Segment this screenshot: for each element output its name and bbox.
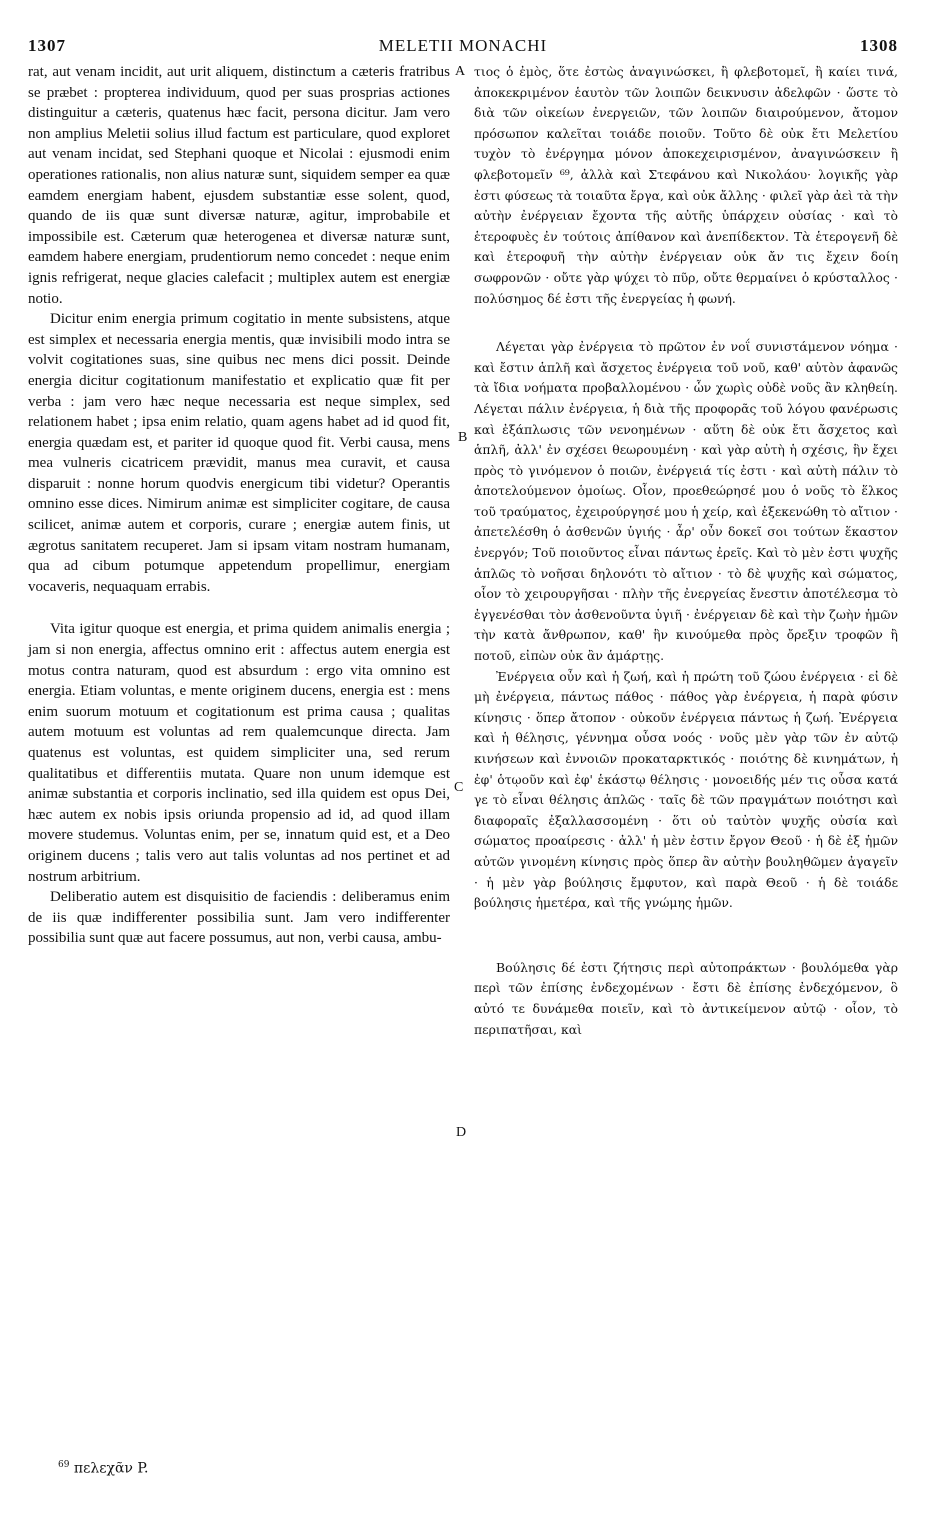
latin-paragraph: Vita igitur quoque est energia, et prima quidem animalis energia ; jam si non energia, affectus omnino erit : affectus autem energia est motus contra naturam, quod est absurdum : ergo vita omnino est energia. Etiam voluntas, e mente originem ducens, energia est : mens enim suorum motuum et cogitationum est prima causa ; qualitas autem motuum est voluntas ad rem qualemcunque directa. Jam quatenus est voluntas, est quidem simpliciter una, sed rerum qualitatibus et differentiis mutata. Quare non unum idemque est animæ substantia et corporis inclinatio, sed illa quidem est opus Dei, hæc autem ex nobis ipsis oriunda propensio ad id, ad quod illam movere studemus. Voluntas enim, per se, innatum quid est, et a Deo originem ducens ; talis vero aut talis voluntas ad nos pertinet et ad nostrum arbitrium. bbox=[28, 621, 450, 885]
section-marker-d: D bbox=[456, 1125, 467, 1140]
footnote-text: πελεχᾶν P. bbox=[73, 1460, 149, 1477]
page-number-right: 1308 bbox=[860, 36, 898, 55]
greek-paragraph: Λέγεται γὰρ ἐνέργεια τὸ πρῶτον ἐν νοΐ συνιστάμενον νόημα · καὶ ἔστιν ἁπλῆ καὶ ἄσχετος ἐνέργεια τοῦ νοῦ, καθ' αὑτὸν ἀφανῶς τὰ ἴδια νοήματα προβαλλομένου · ὧν χωρὶς οὐδὲ νοῦς ἂν κληθείη. Λέγεται πάλιν ἐνέργεια, ἡ διὰ τῆς προφορᾶς τοῦ λόγου φανέρωσις καὶ ἐξάπλωσις τῶν νενοημένων · αὕτη δὲ οὐκ ἔτι ἄσχετος καὶ ἁπλῆ, ἀλλ' ἐν σχέσει θεωρουμένη · καὶ γὰρ αὐτὴ ἡ σχέσις, ἣν ἔχει πρὸς τὸ γινόμενον ὁ ποιῶν, ἐνέργειά τίς ἐστι · καὶ αὐτὴ πάλιν τὸ ἀποτελούμενον ὁμοίως. Οἷον, προεθεώρησέ μου ὁ νοῦς τὸ ἕλκος τοῦ τραύματος, ἐχειρούργησέ μου ἡ χείρ, καὶ ἐξεκενώθη τὸ αἴτιον · ἀπετελέσθη ὁ ἀσθενῶν ὑγιής · ἆρ' οὖν δοκεῖ σοι τούτων ἕκαστον ἐνεργόν; Τοῦ ποιοῦντος εἶναι πάντως ἐρεῖς. Καὶ τὸ μὲν ἐστι ψυχῆς ἁπλῶς τὸ νοῆσαι δηλονότι τὸ αἴτιον · τὸ δὲ ψυχῆς καὶ σώματος, οἷον τὸ χειρουργῆσαι · πλὴν τῆς ἐνεργείας ἔνεστιν ἀποτέλεσμα τὸ ἐγγενέσθαι τὸν ἀσθενοῦντα ὑγιῆ · ἐνέργειαν δὲ καὶ τὴν ζωὴν ἡμῶν τὴν κατὰ ἄνθρωπον, καθ' ἣν κινούμεθα πρὸς ὄρεξιν τροφῶν ἢ ποτοῦ, εἰπὼν οὐκ ἂν ἁμάρτῃς. bbox=[474, 339, 898, 664]
latin-paragraph: rat, aut venam incidit, aut urit aliquem, distinctum a cæteris fratribus se præbet : propterea individuum, quod per suas prosprias actiones distinguitur a cæteris, quatenus hæc facit, persona dicitur. Jam vero non amplius Meletii solius illud factum est particulare, quod exploret aut venam incidat, sed Stephani quoque et Nicolai : ejusmodi enim operationes rationalis, non alius naturæ sunt, siquidem semper ea quæ eamdem energiam habent, ejusdem substantiæ esse solent, quod, quando de iis quæ sunt diversæ naturæ, agitur, improbabile et impossibile est. Cæterum quæ heterogenea et diversæ naturæ sunt, eamdem habere energiam, prudentiorum nemo concedet : neque enim ignis refrigerat, neque glacies calefacit ; multiplex autem est energiæ notio. bbox=[28, 64, 450, 307]
running-header bbox=[28, 36, 898, 58]
greek-paragraph: τιος ὁ ἐμὸς, ὅτε ἐστὼς ἀναγινώσκει, ἢ φλεβοτομεῖ, ἢ καίει τινά, ἀποκεκριμένον ἑαυτὸν τῶν λοιπῶν δεικνυσιν ἀδελφῶν · ὥστε τὸ διὰ τῶν οἰκείων ἐνεργειῶν, τῶν λοιπῶν διαιρούμενον, ἄτομον πρόσωπον καλεῖται τοιάδε ποιοῦν. Τοῦτο δὲ οὐκ ἔτι Μελετίου τυχὸν τὸ ἐνέργημα μόνον ἀποκεχειρισμένον, ἀναγινώσκειν ἢ φλεβοτομεῖν ⁶⁹, ἀλλὰ καὶ Στεφάνου καὶ Νικολάου· λογικῆς γὰρ ἐστι φύσεως τὰ τοιαῦτα ἔργα, καὶ οὐκ ἄλλης · φιλεῖ γὰρ ἀεὶ τὰ τὴν αὐτὴν ἐνέργειαν ἔχοντα τῆς αὐτῆς ὑπάρχειν οὐσίας · καὶ τὸ ἑτεροφυὲς ἐν τούτοις ἀπίθανον καὶ ἀνεπίδεκτον. Τὰ ἑτερογενῆ δὲ καὶ ἑτεροφυῆ τὴν αὐτὴν ἐνέργειαν οὐκ ἄν τις ἔχειν δοίη σωφρονῶν · οὔτε γὰρ ψύχει τὸ πῦρ, οὔτε θερμαίνει ὁ κρύσταλλος · πολύσημος δέ ἐστι τῆς ἐνεργείας ἡ φωνή. bbox=[474, 64, 898, 306]
page-number-left: 1307 bbox=[28, 36, 66, 55]
section-marker-b: B bbox=[458, 430, 468, 445]
footnote bbox=[58, 1460, 148, 1477]
latin-column bbox=[28, 62, 450, 949]
latin-paragraph: Deliberatio autem est disquisitio de faciendis : deliberamus enim de iis quæ indifferenter possibilia sunt. Jam vero indifferenter possibilia sunt quæ aut facere possumus, aut non, verbi causa, ambu- bbox=[28, 889, 450, 947]
latin-paragraph: Dicitur enim energia primum cogitatio in mente subsistens, atque est simplex et necessaria energia mentis, quæ invisibili modo intra se volvit cogitationes suas, sine quibus nec mens dici possit. Deinde energia dicitur cogitationum manifestatio et explicatio quæ fit per verba : jam vero hæc neque necessaria est neque simplex, sed relationem habet ; ipsa enim relatio, quam agens habet ad id quod fit, energia quædam est, et pariter id quoque quod fit. Verbi causa, mens mea vulneris cicatricem prævidit, manus mea curavit, et causa disparuit : nonne horum quodvis energicum tibi videtur? Operantis omnino esse dices. Nimirum animæ est simpliciter cogitare, de causa scilicet, animæ autem et corporis, curare ; energiæ autem finis, ut ægrotus sanitatem recuperet. Jam si ipsam vitam nostram humanam, qua ad cibum potumque appetendum propellimur, energiam vocaveris, nequaquam errabis. bbox=[28, 311, 450, 595]
section-marker-a: A bbox=[455, 64, 466, 79]
greek-paragraph: Ἐνέργεια οὖν καὶ ἡ ζωή, καὶ ἡ πρώτη τοῦ ζώου ἐνέργεια · εἰ δὲ μὴ ἐνέργεια, πάντως πάθος · πάθος γὰρ ἐνέργεια, ἡ παρὰ φύσιν κίνησις · ὅπερ ἄτοπον · οὐκοῦν ἐνέργεια πάντως ἡ ζωή. Ἐνέργεια καὶ ἡ θέλησις, γέννημα οὖσα νοός · νοῦς μὲν γὰρ τῶν ἐν αὐτῷ κινήσεων καὶ ἐννοιῶν προκαταρκτικός · ποιότης δὲ κινημάτων, ἡ ἐφ' ὁτῳοῦν καὶ ἐφ' ἑκάστῳ θέλησις · μονοειδής μέν τις οὖσα κατά γε τὸ εἶναι θέλησις ἁπλῶς · ταῖς δὲ τῶν πραγμάτων ποιότησι καὶ διαφοραῖς ἐξαλλασσομένη · ὅτι οὐ ταὐτὸν ψυχῆς οὐσία καὶ σώματος προαίρεσις · ἀλλ' ἡ μὲν ἐστιν ἔργον Θεοῦ · ἡ δὲ ἐξ ἡμῶν αὐτῶν γινομένη κίνησις πρὸς ὅπερ ἂν αὐτὴν βουληθῶμεν ἀγαγεῖν · ἡ μὲν γὰρ βούλησις ἔμφυτον, καὶ παρὰ Θεοῦ · ἡ δὲ τοιάδε βούλησις ἡμετέρα, καὶ τῆς γνώμης ἡμῶν. bbox=[474, 668, 898, 911]
footnote-number: 69 bbox=[58, 1460, 70, 1470]
greek-paragraph: Βούλησις δέ ἐστι ζήτησις περὶ αὐτοπράκτων · βουλόμεθα γὰρ περὶ τῶν ἐπίσης ἐνδεχομένων · ἔστι δὲ ἐπίσης ἐνδεχόμενον, ὃ αὐτό τε δυνάμεθα ποιεῖν, καὶ τὸ ἀντικείμενον αὐτῷ · οἷον, τὸ περιπατῆσαι, καὶ bbox=[474, 959, 898, 1037]
running-title: MELETII MONACHI bbox=[378, 36, 548, 55]
greek-column bbox=[474, 62, 898, 1040]
section-marker-c: C bbox=[454, 780, 464, 795]
